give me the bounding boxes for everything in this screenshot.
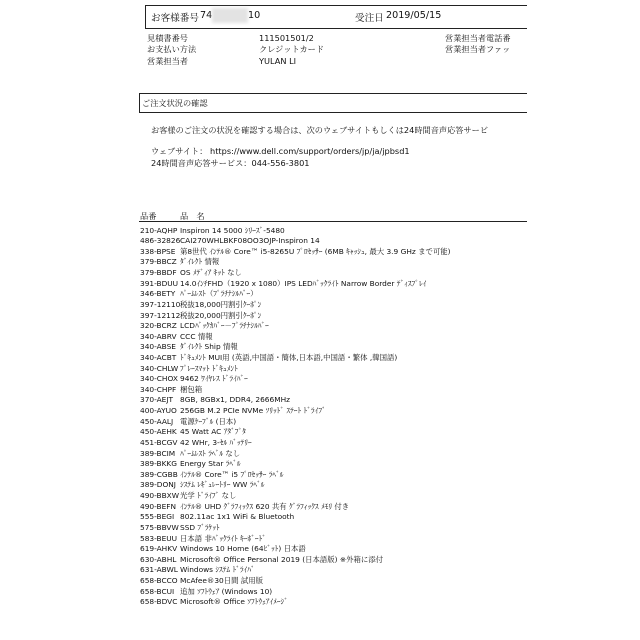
- table-row: [140, 225, 285, 236]
- item-name: Windows ｼｽﾃﾑ ﾄﾞﾗｲﾊﾞ: [180, 565, 255, 575]
- table-row: [140, 384, 202, 395]
- items-header-rule: [139, 221, 527, 222]
- item-code: 450-AEHK: [140, 427, 177, 437]
- table-row: [140, 352, 397, 363]
- item-code: 619-AHKV: [140, 544, 178, 554]
- table-row: [140, 278, 426, 289]
- info-label-quote-number: 見積書番号: [147, 33, 188, 43]
- table-row: [140, 437, 252, 448]
- item-code: 389-BCIM: [140, 448, 176, 458]
- item-code: 583-BEUU: [140, 533, 178, 543]
- item-code: 338-BPSE: [140, 246, 176, 256]
- item-code: 630-ABHL: [140, 554, 177, 564]
- item-name: Inspiron 14 5000 ｼﾘｰｽﾞ-5480: [180, 225, 285, 235]
- table-row: [140, 448, 240, 459]
- table-row: [140, 405, 326, 416]
- item-name: 256GB M.2 PCIe NVMe ｿﾘｯﾄﾞ ｽﾃｰﾄ ﾄﾞﾗｲﾌﾞ: [180, 406, 326, 415]
- item-name: 光学 ﾄﾞﾗｲﾌﾞ なし: [180, 491, 237, 500]
- item-name: ﾊﾟｰﾑﾚｽﾄ（ﾌﾟﾗﾁﾅｼﾙﾊﾞｰ）: [180, 289, 258, 299]
- item-code: 379-BBCZ: [140, 257, 177, 267]
- table-row: [140, 256, 219, 267]
- table-row: [140, 394, 290, 405]
- status-intro-text: お客様のご注文の状況を確認する場合は、次のウェブサイトもしくは24時間音声応答サービ: [151, 125, 489, 135]
- item-name: 第8世代 ｲﾝﾃﾙ® Core™ i5-8265U ﾌﾟﾛｾｯｻｰ (6MB ｷｬｯｼｭ, 最大 3.9 GHz まで可能): [180, 246, 451, 256]
- item-name: 梱包箱: [180, 384, 203, 394]
- customer-number-label: お客様番号: [151, 13, 199, 24]
- item-code: 658-BCUI: [140, 586, 175, 596]
- table-row: [140, 596, 288, 607]
- info-label-sales-rep: 営業担当者: [147, 56, 188, 66]
- header-bottom-rule: [145, 28, 527, 29]
- table-row: [140, 235, 320, 246]
- table-row: [140, 426, 246, 437]
- table-row: [140, 564, 255, 575]
- customer-number-redaction: [212, 8, 248, 23]
- item-name: 14.0ｲﾝﾁFHD（1920 x 1080）IPS LEDﾊﾞｯｸﾗｲﾄ Narrow Border ﾃﾞｨｽﾌﾟﾚｲ: [180, 278, 427, 288]
- header-top-rule: [145, 5, 527, 6]
- item-code: 320-BCRZ: [140, 321, 177, 331]
- item-name: 9462 ﾜｲﾔﾚｽ ﾄﾞﾗｲﾊﾞｰ: [180, 374, 248, 384]
- item-name: Windows 10 Home (64ﾋﾞｯﾄ) 日本語: [180, 544, 306, 554]
- customer-number-prefix: 74: [200, 10, 213, 21]
- order-date-label: 受注日: [355, 13, 384, 24]
- item-code: 631-ABWL: [140, 565, 178, 575]
- item-name: LCDﾊﾞｯｸｶﾊﾞｰ－ﾌﾟﾗﾁﾅｼﾙﾊﾞｰ: [180, 321, 269, 331]
- item-code: 658-BDVC: [140, 597, 178, 607]
- item-code: 340-ACBT: [140, 352, 177, 362]
- item-code: 389-BKKG: [140, 459, 177, 469]
- table-row: [140, 458, 241, 469]
- table-row: [140, 373, 248, 384]
- order-date-value: 2019/05/15: [386, 10, 442, 21]
- item-code: 658-BCCO: [140, 576, 178, 585]
- item-code: 555-BEGI: [140, 512, 175, 522]
- info-label-sales-rep-phone: 営業担当者電話番: [445, 33, 511, 43]
- item-code: 340-ABSE: [140, 342, 176, 352]
- header-left-rule: [145, 5, 146, 28]
- table-row: [140, 320, 269, 331]
- item-code: 340-CHLW: [140, 363, 179, 373]
- status-website-line: ウェブサイト： https://www.dell.com/support/orders/jp/ja/jpbsd1: [151, 146, 410, 156]
- table-row: [140, 533, 266, 544]
- item-name: ｼｽﾃﾑ ﾚｷﾞｭﾚｰﾄﾘｰ WW ﾗﾍﾞﾙ: [180, 480, 265, 490]
- item-code: 397-12110: [140, 299, 181, 309]
- item-code: 490-BBXW: [140, 491, 180, 500]
- item-code: 346-BETY: [140, 289, 176, 299]
- item-code: 486-32826: [140, 236, 181, 246]
- item-code: 379-BBDF: [140, 268, 177, 277]
- item-name: ﾊﾟｰﾑﾚｽﾄ ﾗﾍﾞﾙ なし: [180, 448, 241, 458]
- table-row: [140, 246, 451, 257]
- customer-number-tail: 10: [248, 10, 261, 21]
- table-row: [140, 586, 272, 597]
- item-name: ﾄﾞｷｭﾒﾝﾄ MUI用 (英語,中国語・簡体,日本語,中国語・繁体 ,韓国語): [180, 352, 398, 362]
- item-name: ｲﾝﾃﾙ® Core™ i5 ﾌﾟﾛｾｯｻｰ ﾗﾍﾞﾙ: [180, 469, 284, 479]
- item-code: 450-AALJ: [140, 416, 174, 426]
- item-code: 490-BEFN: [140, 501, 177, 511]
- table-row: [140, 267, 242, 278]
- item-code: 389-CGBB: [140, 469, 178, 479]
- info-value-sales-rep: YULAN LI: [259, 56, 297, 66]
- item-name: ﾀﾞｲﾚｸﾄ 情報: [180, 257, 220, 267]
- status-left-rule: [139, 93, 140, 112]
- table-row: [140, 501, 349, 512]
- item-name: 802.11ac 1x1 WiFi & Bluetooth: [180, 512, 295, 522]
- status-section-title: ご注文状況の確認: [142, 98, 208, 108]
- items-col-name-header: 品 名: [180, 211, 205, 221]
- table-row: [140, 416, 236, 427]
- item-name: Microsoft® Office Personal 2019 (日本語版) ※外箱に添付: [180, 554, 384, 564]
- item-code: 397-12112: [140, 310, 181, 320]
- items-col-code-header: 品番: [140, 211, 157, 221]
- item-name: 税抜18,000円割引ｸｰﾎﾟﾝ: [180, 299, 262, 309]
- item-code: 370-AEJT: [140, 395, 174, 405]
- table-row: [140, 363, 238, 374]
- item-code: 340-ABRV: [140, 331, 177, 341]
- table-row: [140, 341, 238, 352]
- item-name: ｲﾝﾃﾙ® UHD ｸﾞﾗﾌｨｯｸｽ 620 共有 ｸﾞﾗﾌｨｯｸｽ ﾒﾓﾘ 付き: [180, 501, 350, 511]
- item-name: CAI270WHLBKF08OO3OJP-Inspiron 14: [180, 236, 320, 246]
- item-name: OS ﾒﾃﾞｨｱ ｷｯﾄ なし: [180, 268, 242, 277]
- info-value-payment-method: クレジットカード: [259, 44, 325, 54]
- table-row: [140, 554, 383, 565]
- table-row: [140, 288, 258, 299]
- table-row: [140, 331, 213, 342]
- item-name: 税抜20,000円割引ｸｰﾎﾟﾝ: [180, 310, 262, 320]
- item-name: 8GB, 8GBx1, DDR4, 2666MHz: [180, 395, 291, 405]
- table-row: [140, 511, 294, 522]
- item-name: SSD ﾌﾞﾗｹｯﾄ: [180, 522, 220, 532]
- table-row: [140, 575, 263, 586]
- item-name: 日本語 非ﾊﾞｯｸﾗｲﾄ ｷｰﾎﾞｰﾄﾞ: [180, 533, 266, 543]
- item-code: 340-CHPF: [140, 384, 177, 394]
- info-label-sales-rep-fax: 営業担当者ファッ: [445, 44, 511, 54]
- item-code: 340-CHOX: [140, 374, 178, 384]
- info-label-payment-method: お支払い方法: [147, 44, 197, 54]
- item-code: 389-DONJ: [140, 480, 176, 490]
- table-row: [140, 490, 236, 501]
- status-top-rule: [139, 93, 527, 94]
- item-name: 電源ｹｰﾌﾞﾙ (日本): [180, 416, 237, 426]
- table-row: [140, 543, 306, 554]
- table-row: [140, 469, 283, 480]
- item-name: 42 WHr, 3-ｾﾙ ﾊﾞｯﾃﾘｰ: [180, 437, 252, 447]
- item-name: Microsoft® Office ｿﾌﾄｳｪｱｲﾒｰｼﾞ: [180, 597, 288, 607]
- item-name: 追加 ｿﾌﾄｳｪｱ (Windows 10): [180, 586, 273, 596]
- item-name: Energy Star ﾗﾍﾞﾙ: [180, 459, 241, 469]
- item-name: ﾀﾞｲﾚｸﾄ Ship 情報: [180, 342, 238, 352]
- item-code: 210-AQHP: [140, 225, 178, 235]
- item-code: 451-BCGV: [140, 437, 178, 447]
- table-row: [140, 310, 261, 321]
- table-row: [140, 522, 220, 533]
- item-name: McAfee®30日間 試用版: [180, 576, 264, 585]
- item-code: 575-BBVW: [140, 522, 179, 532]
- status-phone-line: 24時間音声応答サービス：044-556-3801: [151, 158, 310, 168]
- item-name: CCC 情報: [180, 331, 213, 341]
- item-name: 45 Watt AC ｱﾀﾞﾌﾟﾀ: [180, 427, 246, 437]
- table-row: [140, 299, 261, 310]
- table-row: [140, 479, 265, 490]
- item-name: ﾌﾟﾚｰｽﾏｯﾄ ﾄﾞｷｭﾒﾝﾄ: [180, 363, 238, 373]
- item-code: 400-AYUO: [140, 406, 177, 415]
- info-value-quote-number: 111501501/2: [259, 33, 314, 43]
- status-bottom-rule: [139, 112, 527, 113]
- item-code: 391-BDUU: [140, 278, 179, 288]
